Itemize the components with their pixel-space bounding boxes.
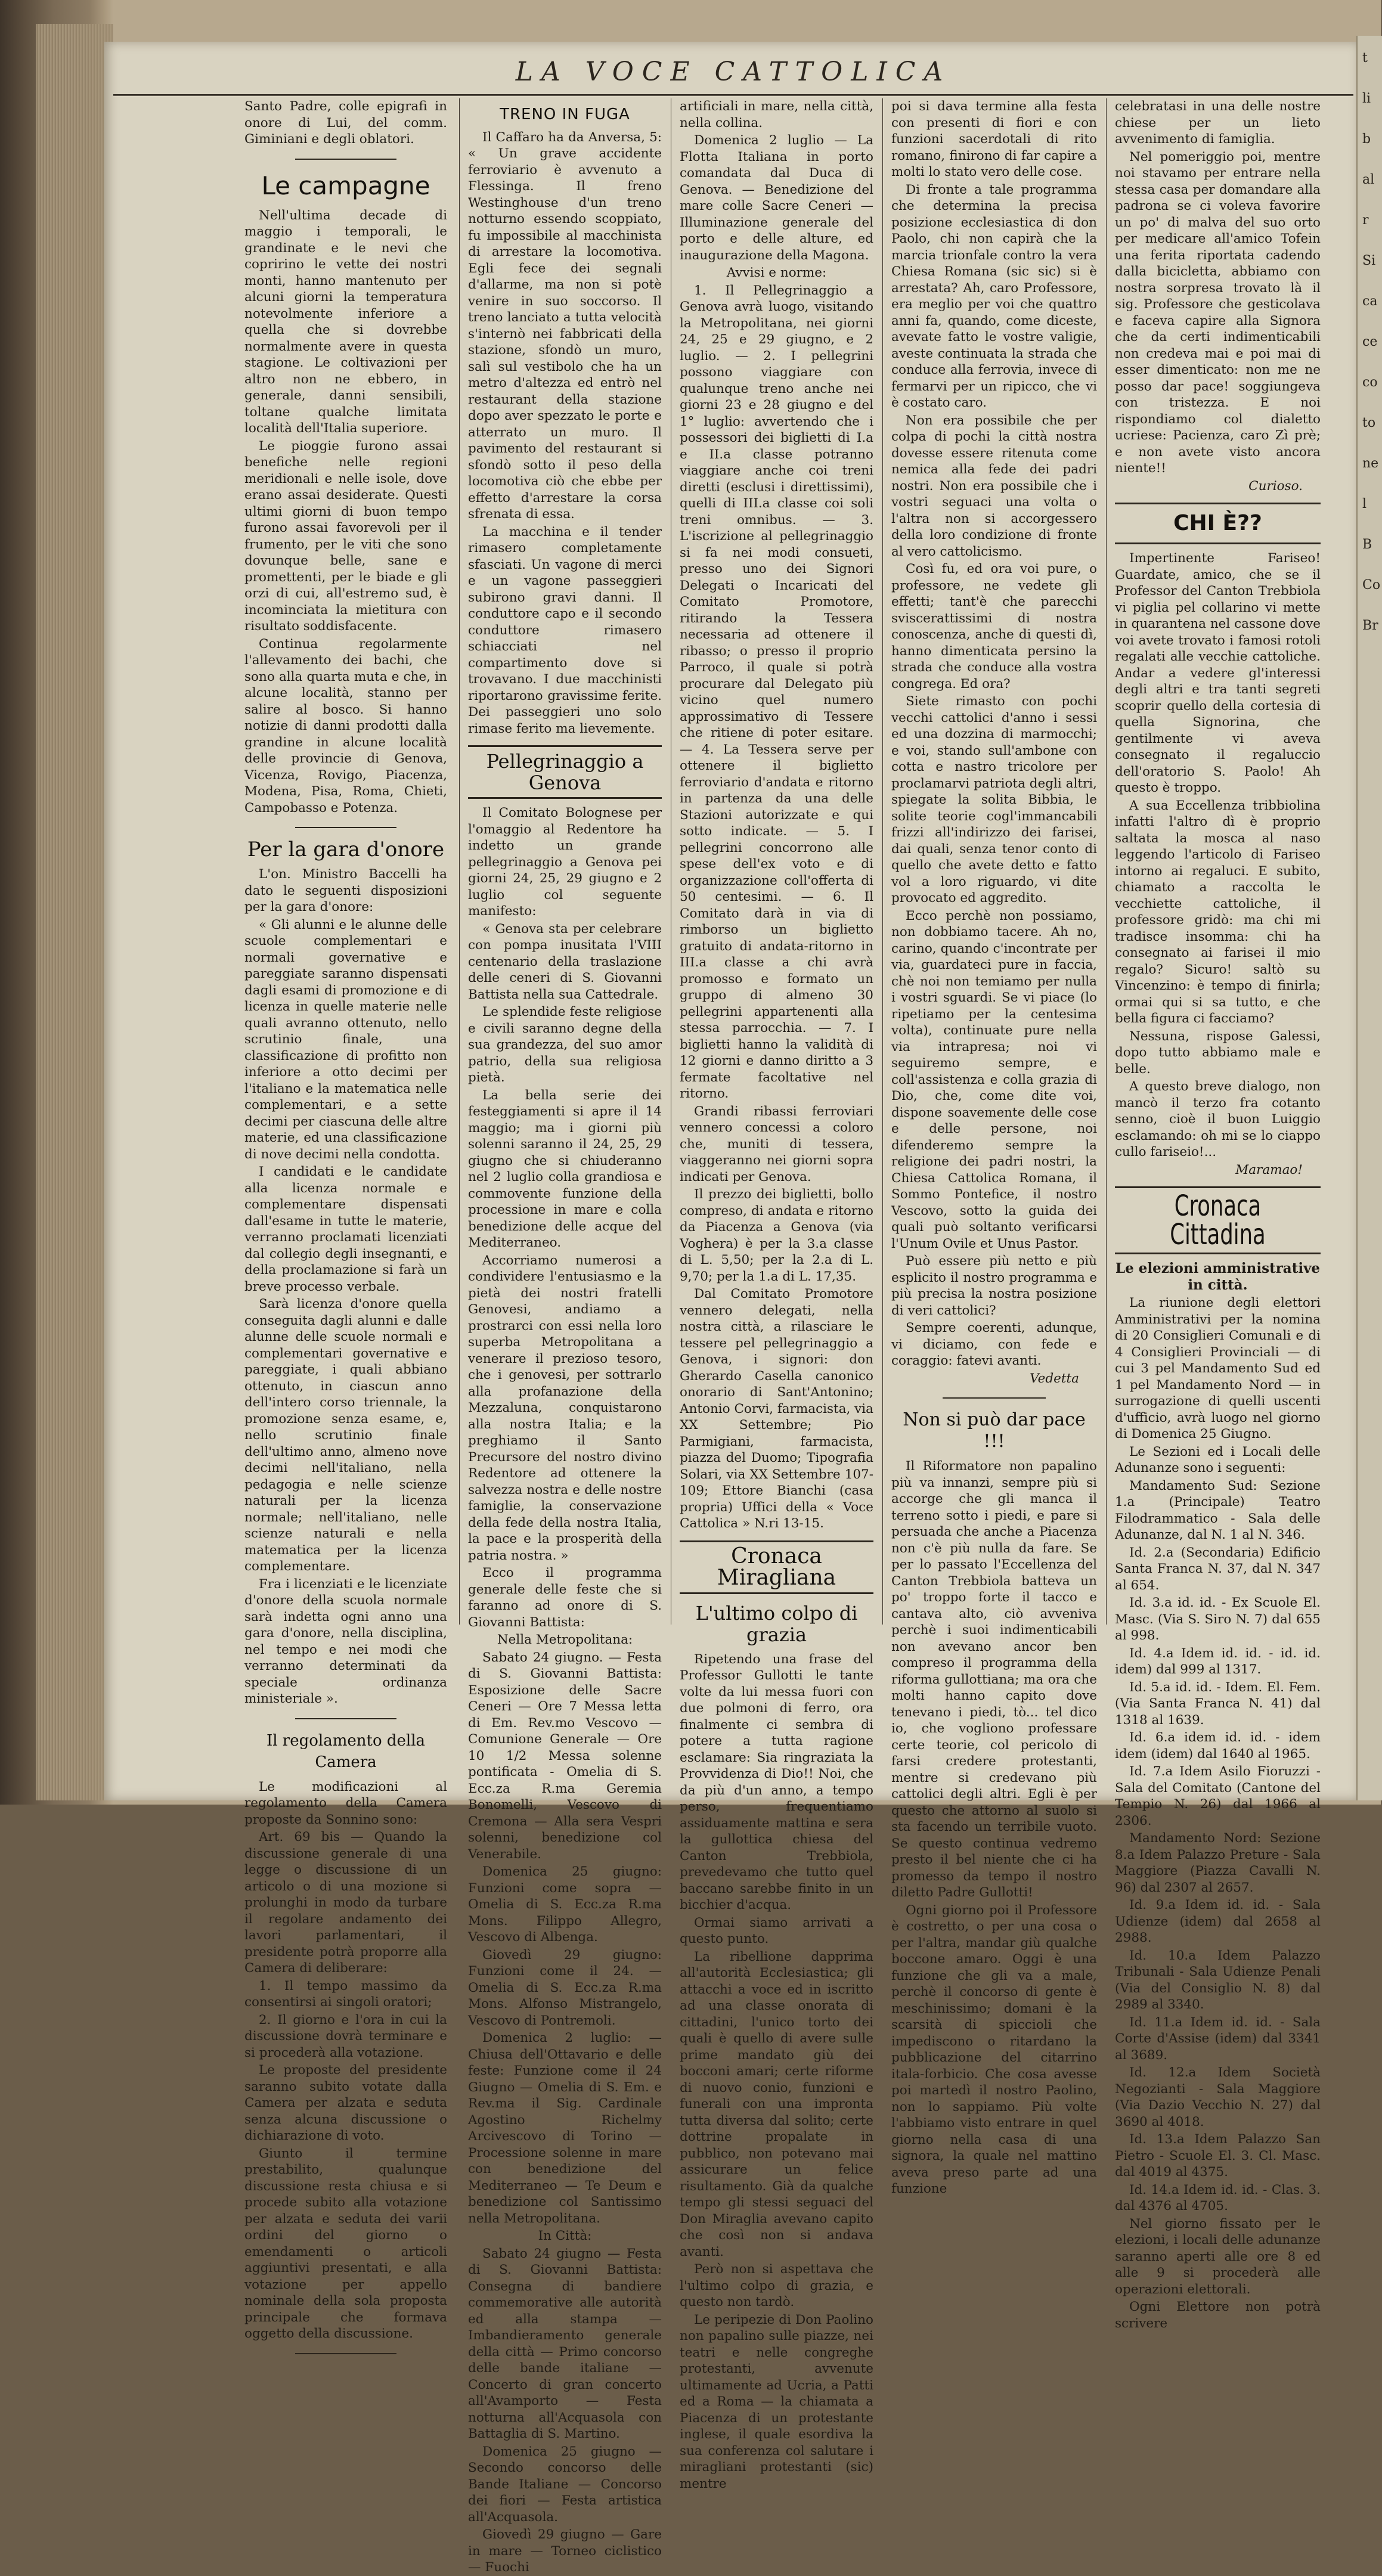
article-text: Id. 12.a Idem Società Negozianti - Sala Maggiore (Via Dazio Vecchio N. 27) dal 3690 al 4018.: [1115, 2065, 1321, 2129]
article-text: Id. 3.a id. id. - Ex Scuole El. Masc. (Via S. Siro N. 7) dal 655 al 998.: [1115, 1595, 1321, 1643]
article-text: Id. 9.a Idem id. id. - Sala Udienze (idem) dal 2658 al 2988.: [1115, 1898, 1321, 1945]
article-text: Può essere più netto e più esplicito il nostro programma e più precisa la nostra posizione di veri cattolici?: [891, 1254, 1097, 1318]
signature: Curioso.: [1248, 478, 1303, 494]
article-text: Fra i licenziati e le licenziate d'onore della scuola normale sarà indetta ogni anno una gara d'onore, nella disciplina, nel tempo e nei modi che verranno determinati da speciale ordinanza ministeriale ».: [244, 1576, 447, 1706]
facing-fragment: Co: [1362, 578, 1381, 593]
article-text: La riunione degli elettori Amministrativi per la nomina di 20 Consiglieri Comunali e di 4 Consiglieri Provinciali — di cui 3 pel Mandamento Sud ed 1 pel Mandamento Nord — in surrogazione di quelli uscenti d'ufficio, avrà luogo nel giorno di Domenica 25 Giugno.: [1115, 1295, 1321, 1442]
facing-fragment: ca: [1362, 294, 1378, 309]
article-text: La bella serie dei festeggiamenti si apre il 14 maggio; ma i giorni più solenni saranno il 24, 25, 29 giugno che si chiuderanno nel 2 luglio colla grandiosa e commovente funzione della processione in mare e colla benedizione delle acque del Mediterraneo.: [468, 1087, 662, 1250]
headline-ultimo-colpo: L'ultimo colpo di grazia: [695, 1601, 858, 1646]
article-text: Sarà licenza d'onore quella conseguita dagli alunni e dalle alunne delle scuole normali e complementari governative e pareggiate, i quali abbiano ottenuto, in ciascun anno dell'intero corso triennale, la promozione senza esame, e, nello scrutinio finale dell'ultimo anno, almeno nove decimi nell'italiano, nella pedagogia e nelle scienze naturali per la licenza normale; nell'italiano, nelle scienze naturali e nella matematica per la licenza complementare.: [244, 1297, 447, 1574]
article-text: Nell'ultima decade di maggio i temporali, le grandinate e le nevi che copririno le vette dei nostri monti, hanno mantenuto per alcuni giorni la temperatura notevolmente inferiore a quella che si dovrebbe normalmente avere in questa stagione. Le coltivazioni per altro non ne ebbero, in generale, danni sensibili, toltane qualche limitata località dell'Italia superiore.: [244, 207, 447, 436]
headline-le-campagne: Le campagne: [261, 171, 430, 200]
article-text: Giovedì 29 giugno — Gare in mare — Torneo ciclistico — Fuochi: [468, 2527, 662, 2575]
article-text: Le modificazioni al regolamento della Camera proposte da Sonnino sono:: [244, 1779, 447, 1827]
article-text: Nel pomeriggio poi, mentre noi stavamo per entrare nella stessa casa per domandare alla padrona se ci voleva favorire un po' di malva del suo orto per medicare all'amico Tofein una ferita riportata cadendo dalla bicicletta, abbiamo con nostra sorpresa trovato là il sig. Professore che gesticolava e faceva capire alla Signora che da certi indimenticabili non credeva mai e poi mai di esser dimenticato: non me ne posso dar pace! soggiungeva con tristezza. E noi rispondiamo col dialetto ucriese: Pacienza, caro Zì prè; e non avete visto ancora niente!!: [1115, 149, 1321, 476]
facing-fragment: r: [1362, 213, 1369, 228]
divider: [295, 2353, 396, 2354]
article-text: Domenica 2 luglio — La Flotta Italiana in porto comandata dal Duca di Genova. — Benedizione del mare colle Sacre Ceneri — Illuminazione generale del porto e delle alture, ed inaugurazione della Magona.: [680, 133, 873, 263]
article-text: Domenica 25 giugno: Funzioni come sopra — Omelia di S. Ecc.za R.ma Mons. Filippo Allegro, Vescovo di Albenga.: [468, 1864, 662, 1945]
article-text: Ripetendo una frase del Professor Gullotti le tante volte da lui messa fuori con due polmoni di ferro, ora finalmente ci sembra di potere a tutta ragione esclamare: Sia ringraziata la Provvidenza di Dio!! Noi, che da più d'un anno, a tempo perso, frequentiamo assiduamente mattina e sera la gullottica chiesa del Canton Trebbiola, prevedevamo che tutto quel baccano sarebbe finito in un bicchier d'acqua.: [680, 1651, 873, 1912]
article-text: Continua regolarmente l'allevamento dei bachi, che sono alla quarta muta e che, in alcune località, stanno per salire al bosco. Si hanno notizie di danni prodotti dalla grandine in alcune località delle provincie di Genova, Vicenza, Rovigo, Piacenza, Modena, Pisa, Roma, Chieti, Campobasso e Potenza.: [244, 636, 447, 816]
headline-treno-in-fuga: TRENO IN FUGA: [500, 106, 630, 123]
divider: [943, 1397, 1046, 1399]
headline-box: [468, 745, 662, 799]
article-text: Sabato 24 giugno — Festa di S. Giovanni Battista: Consegna di bandiere commemorative alle autorità ed alla stampa — Imbandieramento generale della città — Primo concorso delle bande italiane — Concerto di gran concerto all'Avamporto — Festa notturna all'Acquasola con Battaglia di S. Martino.: [468, 2246, 662, 2441]
article-text: Le Sezioni ed i Locali delle Adunanze sono i seguenti:: [1115, 1444, 1321, 1475]
article-text: Di fronte a tale programma che determina la precisa posizione ecclesiastica di don Paolo, chi non capirà che la marcia trionfale contro la vera Chiesa Romana (sic sic) si è arrestata? Ah, caro Professore, era meglio per voi che quattro anni fa, quando, come diceste, avevate fatto le vostre valigie, aveste continuata la strada che conduce alla ferrovia, invece di fermarvi per un ripicco, che vi è costato caro.: [891, 182, 1097, 410]
article-text: Siete rimasto con pochi vecchi cattolici d'anno i sessi ed una dozzina di marmocchi; e voi, stando sull'ambone con cotta e nastro tricolore per proclamarvi patriota degli altri, spiegate la solita Bibbia, le solite teorie cogl'immancabili frizzi all'indirizzo dei farisei, dai quali, senza tenor conto di quello che avete detto e fatto vol a loro riguardo, vi dite provocato ed aggredito.: [891, 694, 1097, 906]
column-rule: [459, 98, 460, 1625]
article-text: poi si dava termine alla festa con presenti di fiori e con funzioni sacerdotali di rito romano, finirono di far capire a molti lo stato vero delle cose.: [891, 99, 1097, 179]
article-text: Il Comitato Bolognese per l'omaggio al Redentore ha indetto un grande pellegrinaggio a Genova pei giorni 24, 25, 29 giugno e 2 luglio col seguente manifesto:: [468, 805, 662, 919]
column-3: [680, 98, 873, 2491]
headline-pellegrinaggio-genova: Pellegrinaggio a Genova: [486, 750, 644, 794]
article-text: Accorriamo numerosi a condividere l'entusiasmo e la pietà dei nostri fratelli Genovesi, andiamo a prostrarci con essi nella loro superba Metropolitana a venerare il prezioso tesoro, che i genovesi, per sottrarlo alla profanazione della Mezzaluna, conquistarono alla nostra Italia; e la preghiamo il Santo Precursore del nostro divino Redentore ad ottenere la salvezza nostra e delle nostre famiglie, la conservazione della fede della nostra Italia, la pace e la prosperità della patria nostra. »: [468, 1253, 662, 1563]
article-text: Id. 5.a id. id. - Idem. El. Fem. (Via Santa Franca N. 41) dal 1318 al 1639.: [1115, 1679, 1321, 1728]
article-text: Id. 2.a (Secondaria) Edificio Santa Franca N. 37, dal N. 347 al 654.: [1115, 1545, 1321, 1593]
article-text: Il prezzo dei biglietti, bollo compreso, di andata e ritorno da Piacenza a Genova (via Voghera) è per la 3.a classe di L. 5,50; per la 2.a di L. 9,70; per la 1.a di L. 17,35.: [680, 1187, 873, 1284]
article-text: « Genova sta per celebrare con pompa inusitata l'VIII centenario della traslazione delle ceneri di S. Giovanni Battista nella sua Cattedrale.: [468, 921, 662, 1002]
article-text: Sabato 24 giugno. — Festa di S. Giovanni Battista: Esposizione delle Sacre Ceneri — Ore 7 Messa letta di Em. Rev.mo Vescovo — Comunione Generale — Ore 10 1/2 Messa solenne pontificata - Omelia di S. Ecc.za R.ma Geremia Bonomelli, Vescovo di Cremona — Alla sera Vespri solenni, benedizione col Venerabile.: [468, 1650, 662, 1862]
facing-fragment: l: [1362, 497, 1367, 512]
signature: Vedetta: [1030, 1371, 1079, 1386]
column-rule: [1106, 98, 1107, 1625]
article-text: La macchina e il tender rimasero completamente sfasciati. Un vagone di merci e un vagone passeggieri subirono gravi danni. Il conduttore capo e il secondo conduttore rimasero schiacciati nel compartimento dove si trovavano. I due macchinisti riportarono gravissime ferite. Dei passeggieri uno solo rimase ferito ma lievemente.: [468, 524, 662, 736]
article-text: Le pioggie furono assai benefiche nelle regioni meridionali e nelle isole, dove erano assai desiderate. Questi ultimi giorni di buon tempo furono assai favorevoli per il frumento, per le viti che sono dovunque belle, sane e promettenti, per le biade e gli orzi di cui, all'estremo sud, è incominciata la mietitura con risultato soddisfacente.: [244, 438, 447, 634]
article-text: Id. 10.a Idem Palazzo Tribunali - Sala Udienze Penali (Via del Consiglio N. 8) dal 2989 al 3340.: [1115, 1948, 1321, 2012]
page-stack-edge: [36, 24, 113, 1800]
article-text: « Gli alunni e le alunne delle scuole complementari e normali governative e pareggiate saranno dispensati dagli esami di promozione e di licenza in quelle materie nelle quali avranno ottenuto, nello scrutinio finale, una classificazione di profitto non inferiore a otto decimi per l'italiano e la matematica nelle complementari, e a sette decimi per ciascuna delle altre materie, ed una classificazione di nove decimi nella condotta.: [244, 917, 447, 1162]
article-text: Dal Comitato Promotore vennero delegati, nella nostra città, a rilasciare le tessere pel pellegrinaggio a Genova, i signori: don Gherardo Casella canonico onorario di Sant'Antonino; Antonio Corvi, farmacista, via XX Settembre; Pio Parmigiani, farmacista, piazza del Duomo; Tipografia Solari, via XX Settembre 107-109; Ettore Bianchi (casa propria) Uffici della « Voce Cattolica » N.ri 13-15.: [680, 1287, 873, 1531]
article-text: Ecco il programma generale delle feste che si faranno ad onore di S. Giovanni Battista:: [468, 1566, 662, 1630]
headline-non-si-puo-dar-pace: Non si può dar pace !!!: [903, 1409, 1086, 1452]
masthead: [113, 52, 1353, 96]
facing-fragment: Si: [1362, 253, 1376, 268]
masthead-title: LA VOCE CATTOLICA: [515, 57, 952, 87]
article-text: Id. 11.a Idem id. id. - Sala Corte d'Assise (idem) dal 3341 al 3689.: [1115, 2014, 1321, 2063]
divider: [295, 827, 396, 828]
article-text: Ecco perchè non possiamo, non dobbiamo tacere. Ah no, carino, quando c'incontrate per via, guardateci pure in faccia, chè noi non temiamo per nulla i vostri sguardi. Se vi piace (lo ripetiamo per la centesima volta), continuate pure nella via intrapresa; noi vi seguiremo sempre, e coll'assistenza e colla grazia di Dio, che, come dite voi, dispone soavemente delle cose e delle persone, noi difenderemo sempre la religione dei padri nostri, la Chiesa Cattolica Romana, il Sommo Pontefice, il nostro Vescovo, sotto la guida dei quali può soltanto verificarsi l'Unum Ovile et Unus Pastor.: [891, 908, 1097, 1251]
article-text: Id. 7.a Idem Asilo Fioruzzi - Sala del Comitato (Cantone del Tempio N. 26) dal 1966 al 2306.: [1115, 1764, 1321, 1828]
headline-box: [1115, 1186, 1321, 1254]
article-text: Nel giorno fissato per le elezioni, i locali delle adunanze saranno aperti alle ore 8 ed alle 9 si procederà alle operazioni elettorali.: [1115, 2216, 1321, 2297]
article-text: Così fu, ed ora voi pure, o professore, ne vedete gli effetti; tant'è che parecchi sviscerattissimi di nostra conoscenza, anche di questi dì, hanno dimenticata persino la strada che conduce alla vostra congrega. Ed ora?: [891, 562, 1097, 692]
facing-fragment: ce: [1362, 334, 1378, 349]
headline-cronaca-cittadina: Cronaca Cittadina: [1170, 1189, 1266, 1251]
facing-fragment: li: [1362, 91, 1371, 106]
article-text: Id. 6.a idem id. id. - idem idem (idem) dal 1640 al 1965.: [1115, 1730, 1321, 1762]
article-text: Il Caffaro ha da Anversa, 5: « Un grave accidente ferroviario è avvenuto a Flessinga. Il freno Westinghouse d'un treno notturno essendo scoppiato, fu impossibile al macchinista di arrestare la locomotiva. Egli fece dei segnali d'allarme, ma non si potè venire in suo soccorso. Il treno lanciato a tutta velocità s'internò nei fabbricati della stazione, sfondò un muro, salì sul vestibolo che ha un metro d'altezza ed entrò nel restaurant della stazione dopo aver spezzato le porte e atterrato un muro. Il pavimento del restaurant si sfondò sotto il peso della locomotiva ciò che ebbe per effetto d'arrestare la corsa sfrenata di essa.: [468, 129, 662, 522]
article-text: Ormai siamo arrivati a questo punto.: [680, 1915, 873, 1946]
facing-fragment: Br: [1362, 618, 1378, 633]
signature: Maramao!: [1235, 1162, 1303, 1177]
article-text: Art. 69 bis — Quando la discussione generale di una legge o discussione di un articolo o di una mozione si prolunghi in modo da turbare il regolare andamento dei lavori parlamentari, il presidente potrà proporre alla Camera di deliberare:: [244, 1830, 447, 1976]
column-4: [891, 98, 1097, 2196]
facing-fragment: ne: [1362, 456, 1379, 471]
column-2: [468, 98, 662, 2575]
column-5: [1115, 98, 1321, 2331]
article-text: 2. Il giorno e l'ora in cui la discussione dovrà terminare e si procederà alla votazione.: [244, 2012, 447, 2060]
headline-box: [1115, 503, 1321, 544]
article-text: 1. Il Pellegrinaggio a Genova avrà luogo, visitando la Metropolitana, nei giorni 24, 25 e 29 giugno, e 2 luglio. — 2. I pellegrini possono viaggiare con qualunque treno anche nei giorni 23 e 28 giugno e del 1° luglio: avvertendo che i possessori dei biglietti di I.a e II.a classe potranno viaggiare anche coi treni diretti (esclusi i direttissimi), quelli di III.a classe coi soli treni omnibus. — 3. L'iscrizione al pellegrinaggio si fa nei modi consueti, presso uno dei Signori Delegati o Incaricati del Comitato Promotore, ritirando la Tessera necessaria ad ottenere il ribasso; o presso il proprio Parroco, il quale si potrà procurare dal Delegato più vicino quel numero approssimativo di Tessere che ritiene di poter esitare. — 4. La Tessera serve per ottenere il biglietto ferroviario d'andata e ritorno in partenza da una delle Stazioni autorizzate e qui sotto indicate. — 5. I pellegrini concorrono alle spese dell'ex voto e di organizzazione coll'offerta di 50 centesimi. — 6. Il Comitato darà in via di rimborso un biglietto gratuito di andata-ritorno in III.a classe a chi avrà promosso e formato un gruppo di almeno 30 pellegrini appartenenti alla stessa parrocchia. — 7. I biglietti hanno la validità di 12 giorni e danno diritto a 3 fermate facoltative nel ritorno.: [680, 283, 873, 1101]
facing-page-edge: [1356, 36, 1382, 1800]
facing-fragment: b: [1362, 132, 1371, 147]
section-subhead: Avvisi e norme:: [726, 265, 827, 280]
article-text: Id. 14.a Idem id. id. - Clas. 3. dal 4376 al 4705.: [1115, 2182, 1321, 2214]
facing-fragment: t: [1362, 51, 1368, 66]
article-text: A questo breve dialogo, non mancò il terzo fra cotanto senno, cioè il buon Luiggio esclamando: oh mi se lo ciappo cullo fariseio!...: [1115, 1079, 1321, 1160]
headline-chi-e: CHI È??: [1173, 511, 1262, 535]
article-text: Mandamento Nord: Sezione 8.a Idem Palazzo Preture - Sala Maggiore (Piazza Cavalli N. 96) dal 2307 al 2657.: [1115, 1831, 1321, 1895]
article-text: L'on. Ministro Baccelli ha dato le seguenti disposizioni per la gara d'onore:: [244, 867, 447, 915]
article-text: Mandamento Sud: Sezione 1.a (Principale) Teatro Filodrammatico - Sala delle Adunanze, dal N. 1 al N. 346.: [1115, 1478, 1321, 1542]
facing-fragment: to: [1362, 416, 1376, 430]
divider: [295, 1718, 396, 1719]
article-text: I candidati e le candidate alla licenza normale e complementare dispensati dall'esame in tutte le materie, verranno proclamati licenziati dal collegio degli insegnanti, e della proclamazione si farà un breve processo verbale.: [244, 1164, 447, 1294]
headline-cronaca-miragliana: Cronaca Miragliana: [717, 1543, 836, 1590]
headline-regolamento-camera: Il regolamento della Camera: [266, 1731, 426, 1771]
column-rule: [882, 98, 883, 1625]
article-text: Le proposte del presidente saranno subito votate dalla Camera per alzata e seduta senza alcuna discussione o dichiarazione di voto.: [244, 2063, 447, 2143]
article-text: Santo Padre, colle epigrafi in onore di Lui, del comm. Giminiani e degli oblatori.: [244, 99, 447, 147]
article-text: celebratasi in una delle nostre chiese per un lieto avvenimento di famiglia.: [1115, 99, 1321, 147]
article-text: Nessuna, rispose Galessi, dopo tutto abbiamo male e belle.: [1115, 1028, 1321, 1077]
article-text: La ribellione dapprima all'autorità Ecclesiastica; gli attacchi a voce ed in iscritto ad una classe onorata di cittadini, l'unico torto dei quali è quello di avere sulle prime mandato giù dei bocconi amari; certe riforme di nuovo conio, funzioni e funerali con una impronta tutta diversa dal solito; certe dottrine propalate in pubblico, non potevano mai assicurare un felice risultamento. Già da qualche tempo gli stessi seguaci del Don Miraglia avevano capito che così non si andava avanti.: [680, 1949, 873, 2259]
article-text: Grandi ribassi ferroviari vennero concessi a coloro che, muniti di tessera, viaggeranno nei giorni sopra indicati per Genova.: [680, 1103, 873, 1185]
section-subhead: Nella Metropolitana:: [497, 1632, 633, 1647]
headline-box: [680, 1540, 873, 1594]
article-text: 1. Il tempo massimo da consentirsi ai singoli oratori;: [244, 1978, 447, 2010]
article-text: Id. 13.a Idem Palazzo San Pietro - Scuole El. 3. Cl. Masc. dal 4019 al 4375.: [1115, 2132, 1321, 2180]
article-text: Id. 4.a Idem id. id. - id. id. idem) dal 999 al 1317.: [1115, 1645, 1321, 1677]
article-text: Domenica 2 luglio: — Chiusa dell'Ottavario e delle feste: Funzione come il 24 Giugno — Omelia di S. Em. e Rev.ma il Sig. Cardinale Agostino Richelmy Arcivescovo di Torino — Processione solenne in mare con benedizione del Mediterraneo — Te Deum e benedizione col Santissimo nella Metropolitana.: [468, 2031, 662, 2226]
column-1: [244, 98, 447, 2341]
facing-fragment: al: [1362, 172, 1375, 187]
article-text: Sempre coerenti, adunque, vi diciamo, con fede e coraggio: fatevi avanti.: [891, 1320, 1097, 1368]
article-text: Non era possibile che per colpa di pochi la città nostra dovesse essere ritenuta come nemica alla fede dei padri nostri. Non era possibile che i vostri seguaci una volta o l'altra non si accorgessero della loro condizione di fronte al vero cattolicismo.: [891, 413, 1097, 559]
article-text: A sua Eccellenza tribbiolina infatti l'altro dì è proprio saltata la mosca al naso leggendo l'articolo di Fariseo intorno ai regaluci. E subito, chiamato a raccolta le vecchiette cattoliche, il professore gridò: ma chi mi tradisce insomma: chi ha consegnato ai farisei il mio regalo? Sicuro! saltò su Vincenzino: è tempo di finirla; ormai qui si sa tutto, e che bella figura ci facciamo?: [1115, 798, 1321, 1026]
article-text: artificiali in mare, nella città, nella collina.: [680, 99, 873, 131]
section-subhead: In Città:: [538, 2228, 592, 2243]
article-text: Domenica 25 giugno — Secondo concorso delle Bande Italiane — Concorso dei fiori — Festa artistica all'Acquasola.: [468, 2444, 662, 2525]
section-subhead: Le elezioni amministrative in città.: [1115, 1260, 1321, 1293]
facing-fragment: co: [1362, 375, 1378, 390]
article-text: Giunto il termine prestabilito, qualunque discussione resta chiusa e si procede subito alla votazione per alzata e seduta dei varii ordini del giorno o emendamenti o articoli aggiuntivi presentati, e alla votazione per appello nominale della sola proposta principale che formava oggetto della discussione.: [244, 2146, 447, 2341]
article-text: Però non si aspettava che l'ultimo colpo di grazia, e questo non tardò.: [680, 2262, 873, 2310]
article-text: Giovedì 29 giugno: Funzioni come il 24. — Omelia di S. Ecc.za R.ma Mons. Alfonso Mistrangelo, Vescovo di Pontremoli.: [468, 1947, 662, 2028]
article-text: Le splendide feste religiose e civili saranno degne della sua grandezza, del suo amor patrio, della sua religiosa pietà.: [468, 1005, 662, 1085]
article-text: Il Riformatore non papalino più va innanzi, sempre più si accorge che gli manca il terreno sotto i piedi, e pare si persuada che anche a Piacenza non c'è più nulla da fare. Se per lo passato l'Eccellenza del Canton Trebbiola batteva un po' troppo forte il tacco e cantava alto, ciò avveniva perchè i suoi indimenticabili non avevano ancor ben compreso il programma della riforma gullottiana; ma ora che molti hanno capito dove tenevano i piedi, tò... tel dico io, che vogliono professare certe teorie, col pericolo di farsi credere protestanti, mentre si credevano più cattolici degli altri. Egli è per questo che attorno al suolo si sta facendo un terribile vuoto. Se questo continua vedremo presto il bel niente che ci ha promesso da tempo il nostro diletto Padre Gullotti!: [891, 1459, 1097, 1900]
divider: [295, 159, 396, 160]
headline-gara-d-onore: Per la gara d'onore: [247, 838, 445, 861]
article-text: Le peripezie di Don Paolino non papalino sulle piazze, nei teatri e nelle congreghe protestanti, avvenute ultimamente ad Ucria, a Patti ed a Roma — la chiamata a Piacenza di un protestante inglese, il quale esordiva la sua conferenza col salutare i miragliani protestanti (sic) mentre: [680, 2312, 873, 2491]
article-text: Ogni Elettore non potrà scrivere: [1115, 2299, 1321, 2331]
article-text: Impertinente Fariseo! Guardate, amico, che se il Professor del Canton Trebbiola vi piglia pel collarino vi mette in quarantena nel cassone dove voi avete trovato i famosi rotoli regalati alle vecchie cattoliche. Andar a vedere gl'interessi degli altri e tra tanti segreti scoprir quello della cortesia di quella Signorina, che gentilmente vi aveva consegnato il regaluccio dell'oratorio S. Paolo! Ah questo è troppo.: [1115, 551, 1321, 795]
article-text: Ogni giorno poi il Professore è costretto, o per una cosa o per l'altra, mandar giù qualche boccone amaro. Oggi è una funzione che gli va a male, perchè il concorso di gente è meschinissimo; domani è la scarsità di spiccioli che impediscono o ritardano la pubblicazione del citarrino itala-forbicio. Che cosa avesse poi martedì il nostro Paolino, non lo sappiamo. Più volte l'abbiamo visto entrare in quel giorno nella casa di una signora, la quale nel mattino aveva preso parte ad una funzione: [891, 1902, 1097, 2196]
facing-fragment: B: [1362, 537, 1372, 552]
